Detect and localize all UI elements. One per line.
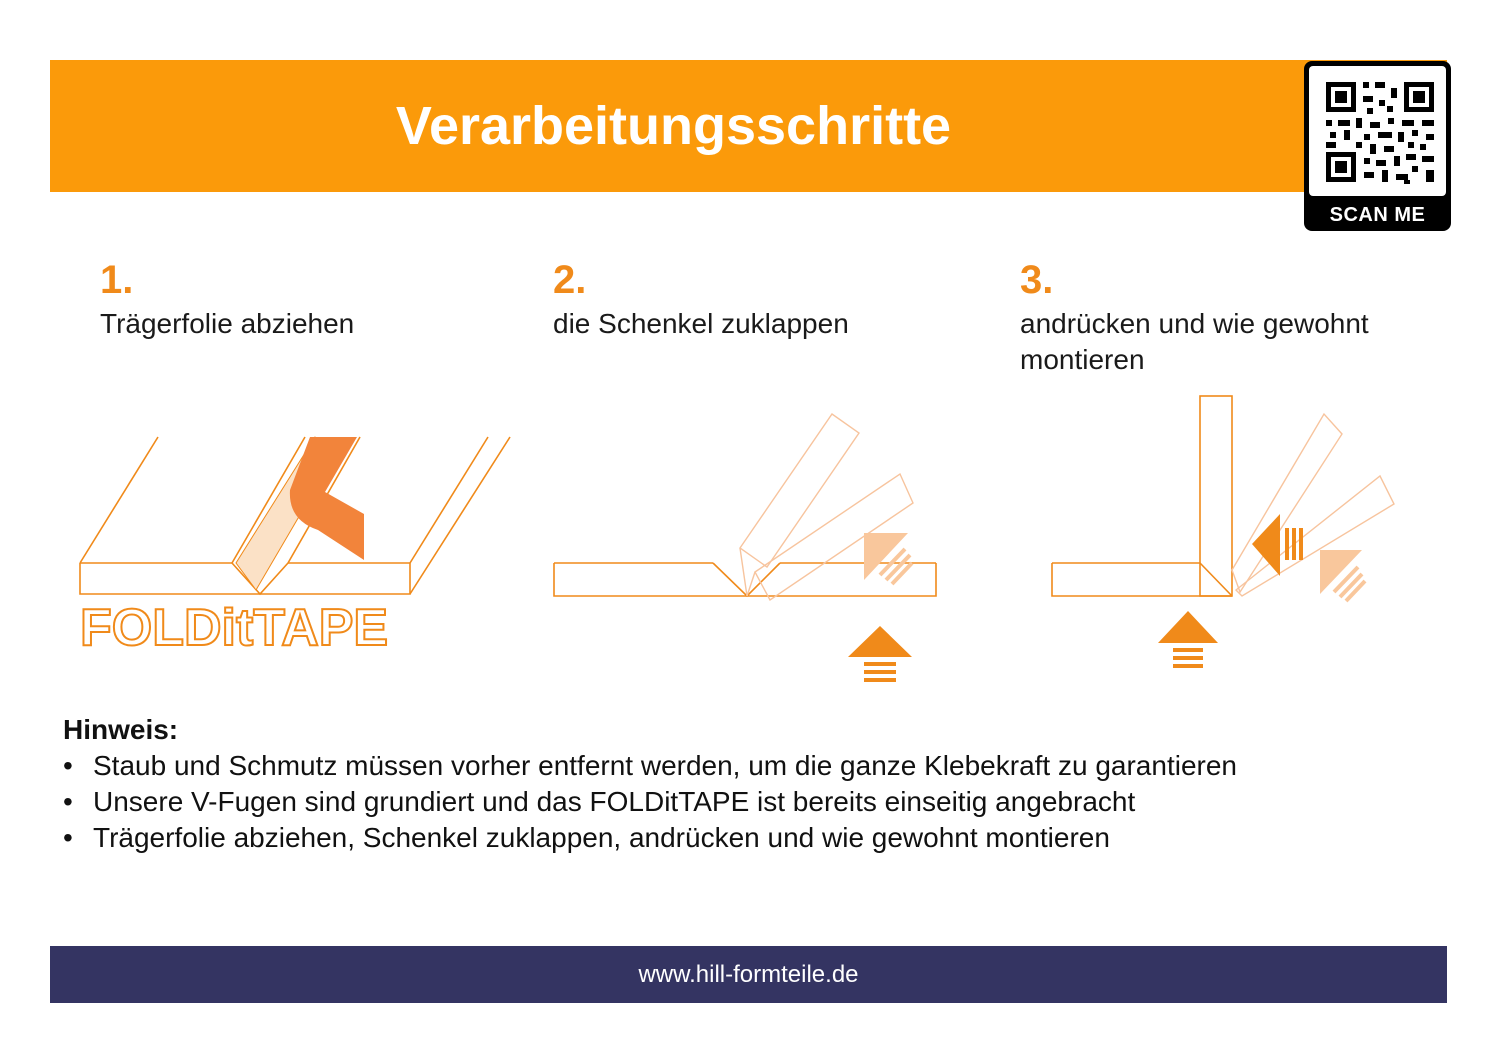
qr-scan-label: SCAN ME bbox=[1329, 204, 1426, 226]
page-title: Verarbeitungsschritte bbox=[395, 96, 952, 156]
list-item bbox=[63, 820, 1237, 856]
step-2-number: 2. bbox=[553, 258, 587, 302]
hint-item-text: Trägerfolie abziehen, Schenkel zuklappen, andrücken und wie gewohnt montieren bbox=[93, 822, 1110, 853]
hint-item-text: Unsere V-Fugen sind grundiert und das FOLDitTAPE ist bereits einseitig angebracht bbox=[93, 786, 1136, 817]
up-arrow-icon bbox=[1158, 611, 1218, 668]
step-3-text-line-2: montieren bbox=[1020, 344, 1145, 375]
footer-bar bbox=[50, 946, 1447, 1003]
hint-title: Hinweis: bbox=[63, 714, 179, 745]
list-item bbox=[63, 784, 1237, 820]
step-1-number: 1. bbox=[100, 258, 134, 302]
step-3-number: 3. bbox=[1020, 258, 1054, 302]
list-item bbox=[63, 748, 1237, 784]
footer-url-link[interactable]: www.hill-formteile.de bbox=[638, 961, 859, 988]
step-3-text-line-1: andrücken und wie gewohnt bbox=[1020, 308, 1369, 339]
step-1-text: Trägerfolie abziehen bbox=[100, 308, 355, 339]
logo-text: FOLDitTAPE bbox=[80, 599, 389, 657]
bullet: • bbox=[63, 786, 73, 817]
bullet: • bbox=[63, 822, 73, 853]
bullet: • bbox=[63, 750, 73, 781]
hint-list bbox=[63, 748, 1237, 856]
hint-item-text: Staub und Schmutz müssen vorher entfernt werden, um die ganze Klebekraft zu garantieren bbox=[93, 750, 1237, 781]
step-2-text: die Schenkel zuklappen bbox=[553, 308, 849, 339]
hint-section bbox=[63, 712, 1237, 856]
